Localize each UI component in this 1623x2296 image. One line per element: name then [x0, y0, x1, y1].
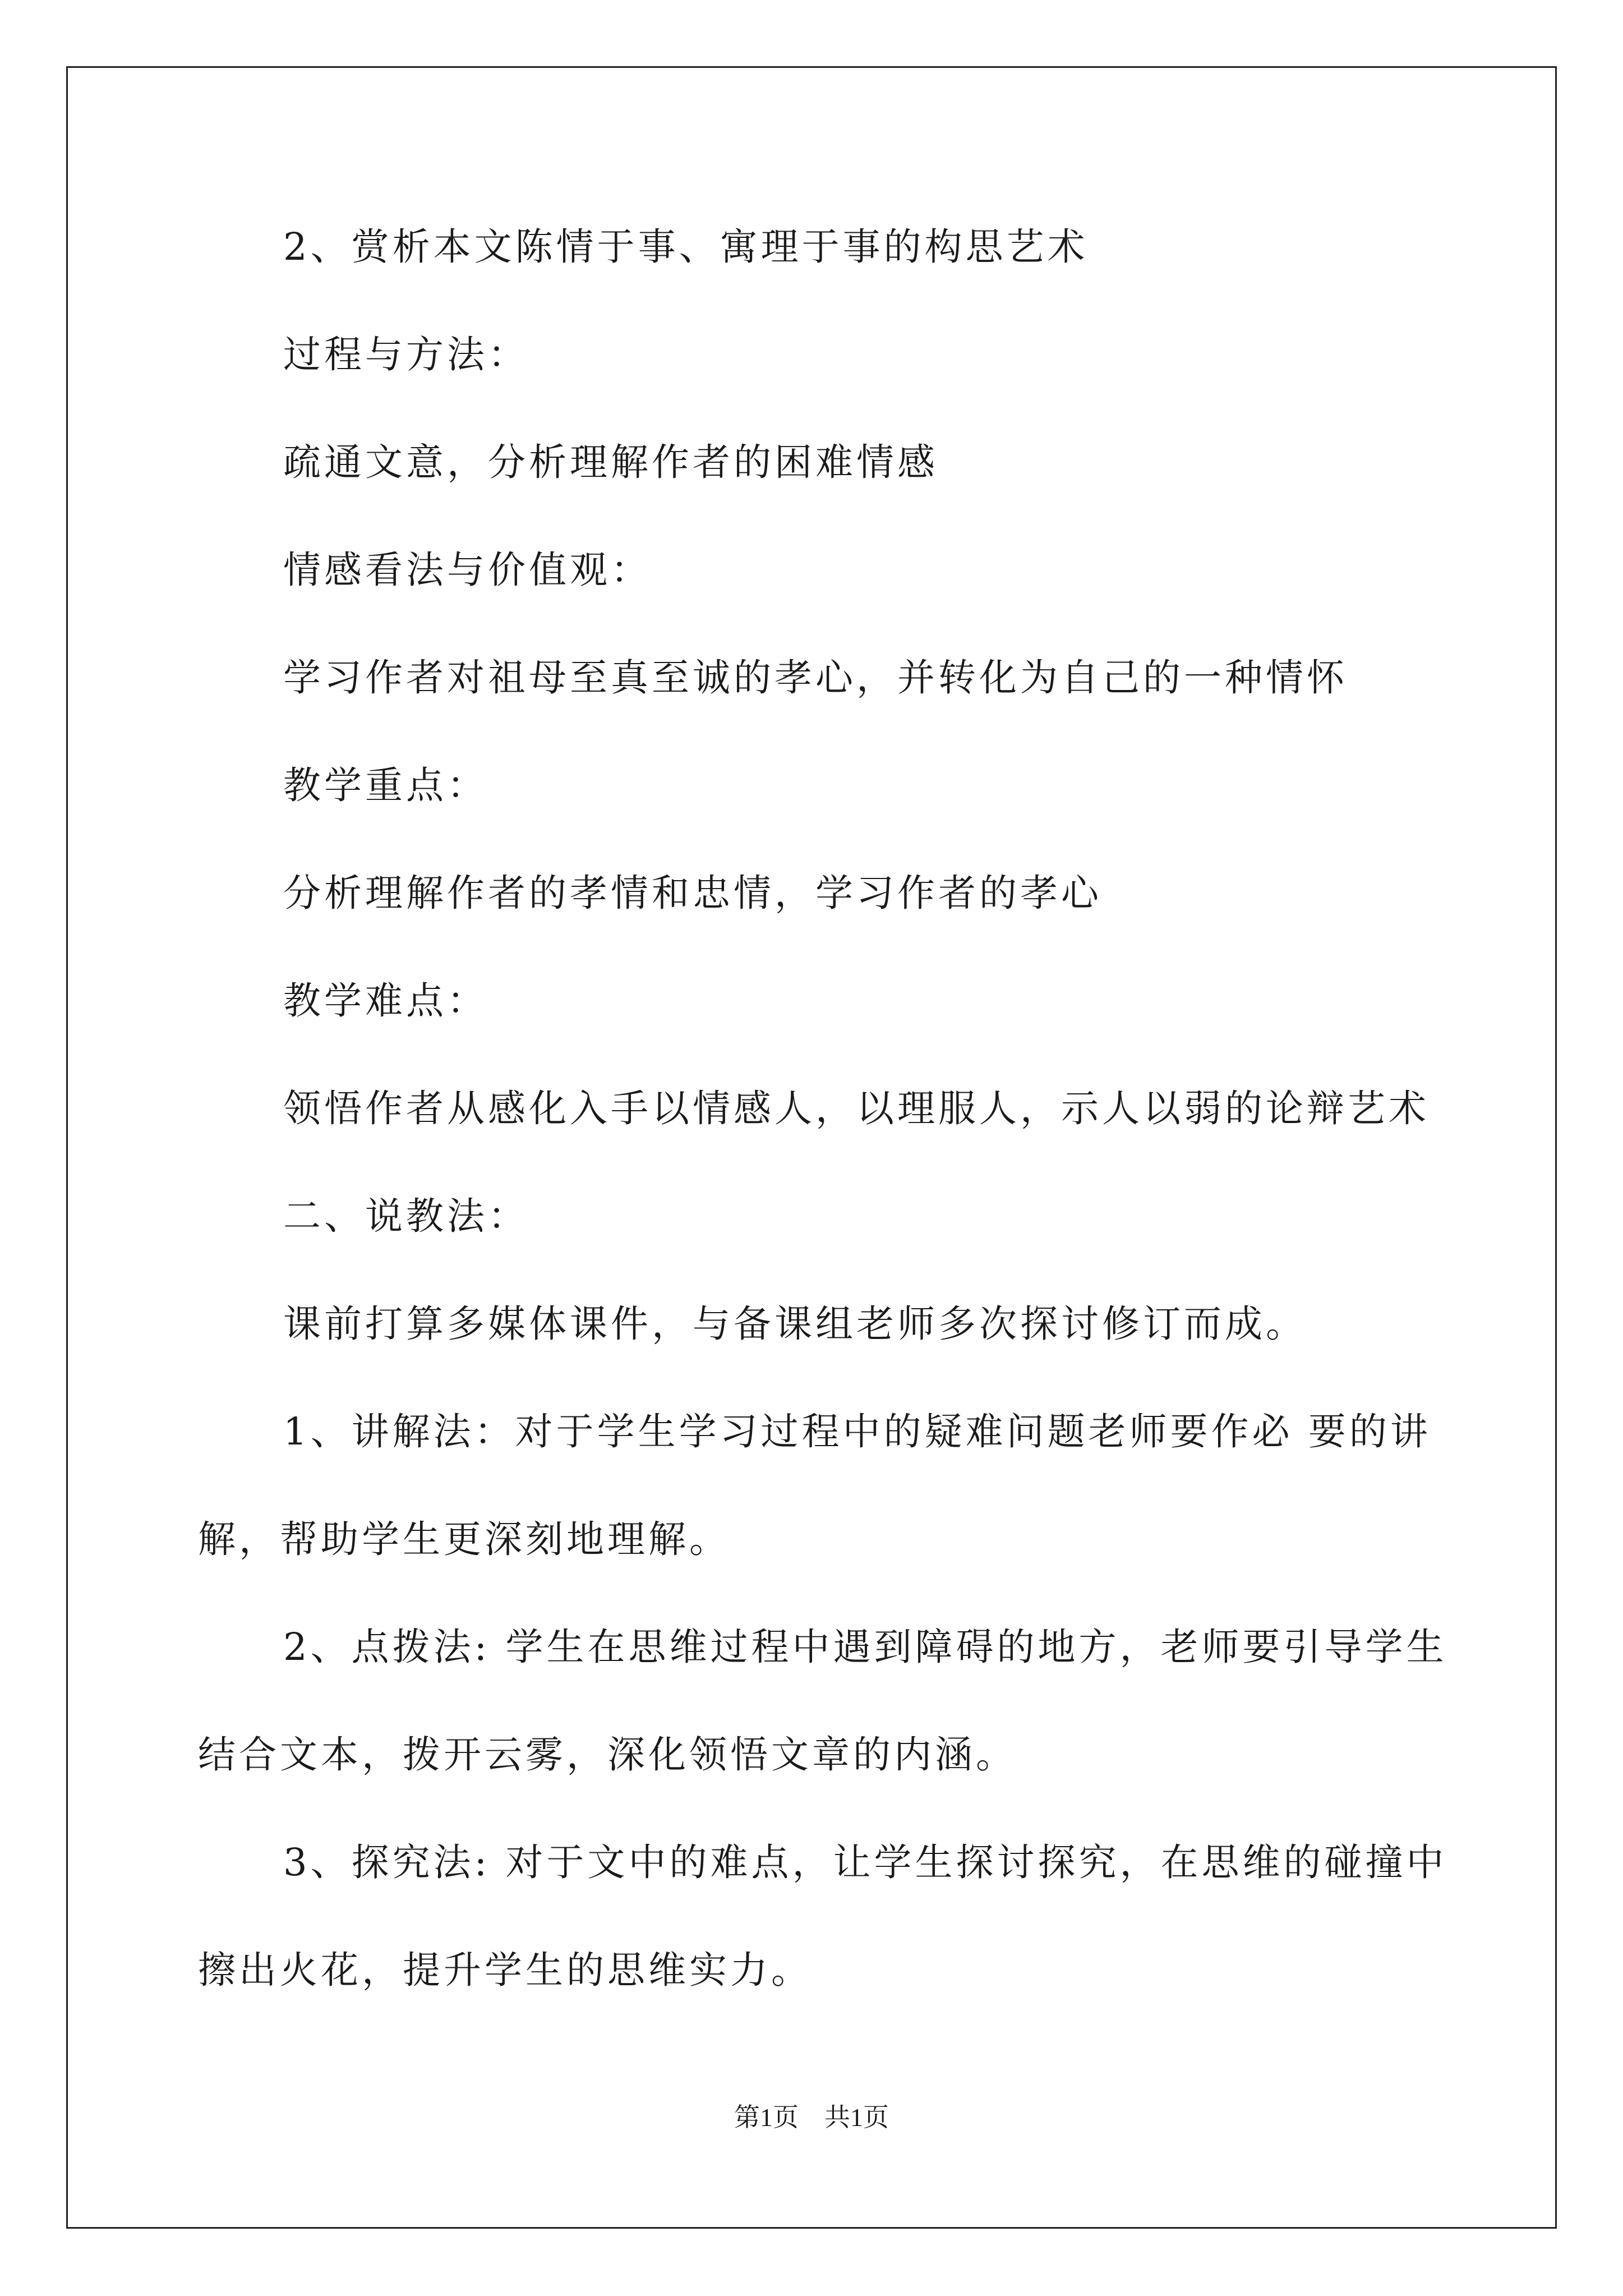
paragraph-line: 3、探究法: 对于文中的难点，让学生探讨探究，在思维的碰撞中 — [283, 1841, 1447, 1884]
paragraph-line: 1、讲解法：对于学生学习过程中的疑难问题老师要作必 要的讲 — [283, 1410, 1431, 1453]
paragraph-line: 2、点拨法: 学生在思维过程中遇到障碍的地方，老师要引导学生 — [283, 1625, 1447, 1669]
paragraph-line: 课前打算多媒体课件，与备课组老师多次探讨修订而成。 — [283, 1302, 1307, 1346]
paragraph-line: 疏通文意，分析理解作者的困难情感 — [283, 440, 938, 484]
paragraph-line: 擦出火花，提升学生的思维实力。 — [198, 1948, 812, 1992]
paragraph-line: 结合文本，拨开云雾，深化领悟文章的内涵。 — [198, 1733, 1017, 1777]
paragraph-line: 解，帮助学生更深刻地理解。 — [198, 1517, 730, 1561]
paragraph-line: 领悟作者从感化入手以情感人，以理服人，示人以弱的论辩艺术 — [283, 1087, 1430, 1130]
paragraph-line: 教学难点： — [283, 979, 488, 1023]
paragraph-line: 情感看法与价值观： — [283, 548, 652, 592]
paragraph-line: 过程与方法： — [283, 333, 529, 376]
paragraph-line: 分析理解作者的孝情和忠情，学习作者的孝心 — [283, 871, 1102, 915]
paragraph-line: 二、说教法： — [283, 1194, 529, 1238]
paragraph-line: 学习作者对祖母至真至诚的孝心，并转化为自己的一种情怀 — [283, 656, 1348, 700]
document-body — [198, 219, 1447, 2050]
paragraph-line: 2、赏析本文陈情于事、寓理于事的构思艺术 — [283, 225, 1089, 269]
page-footer: 第1页 共1页 — [734, 2103, 889, 2132]
paragraph-line: 教学重点： — [283, 763, 488, 807]
